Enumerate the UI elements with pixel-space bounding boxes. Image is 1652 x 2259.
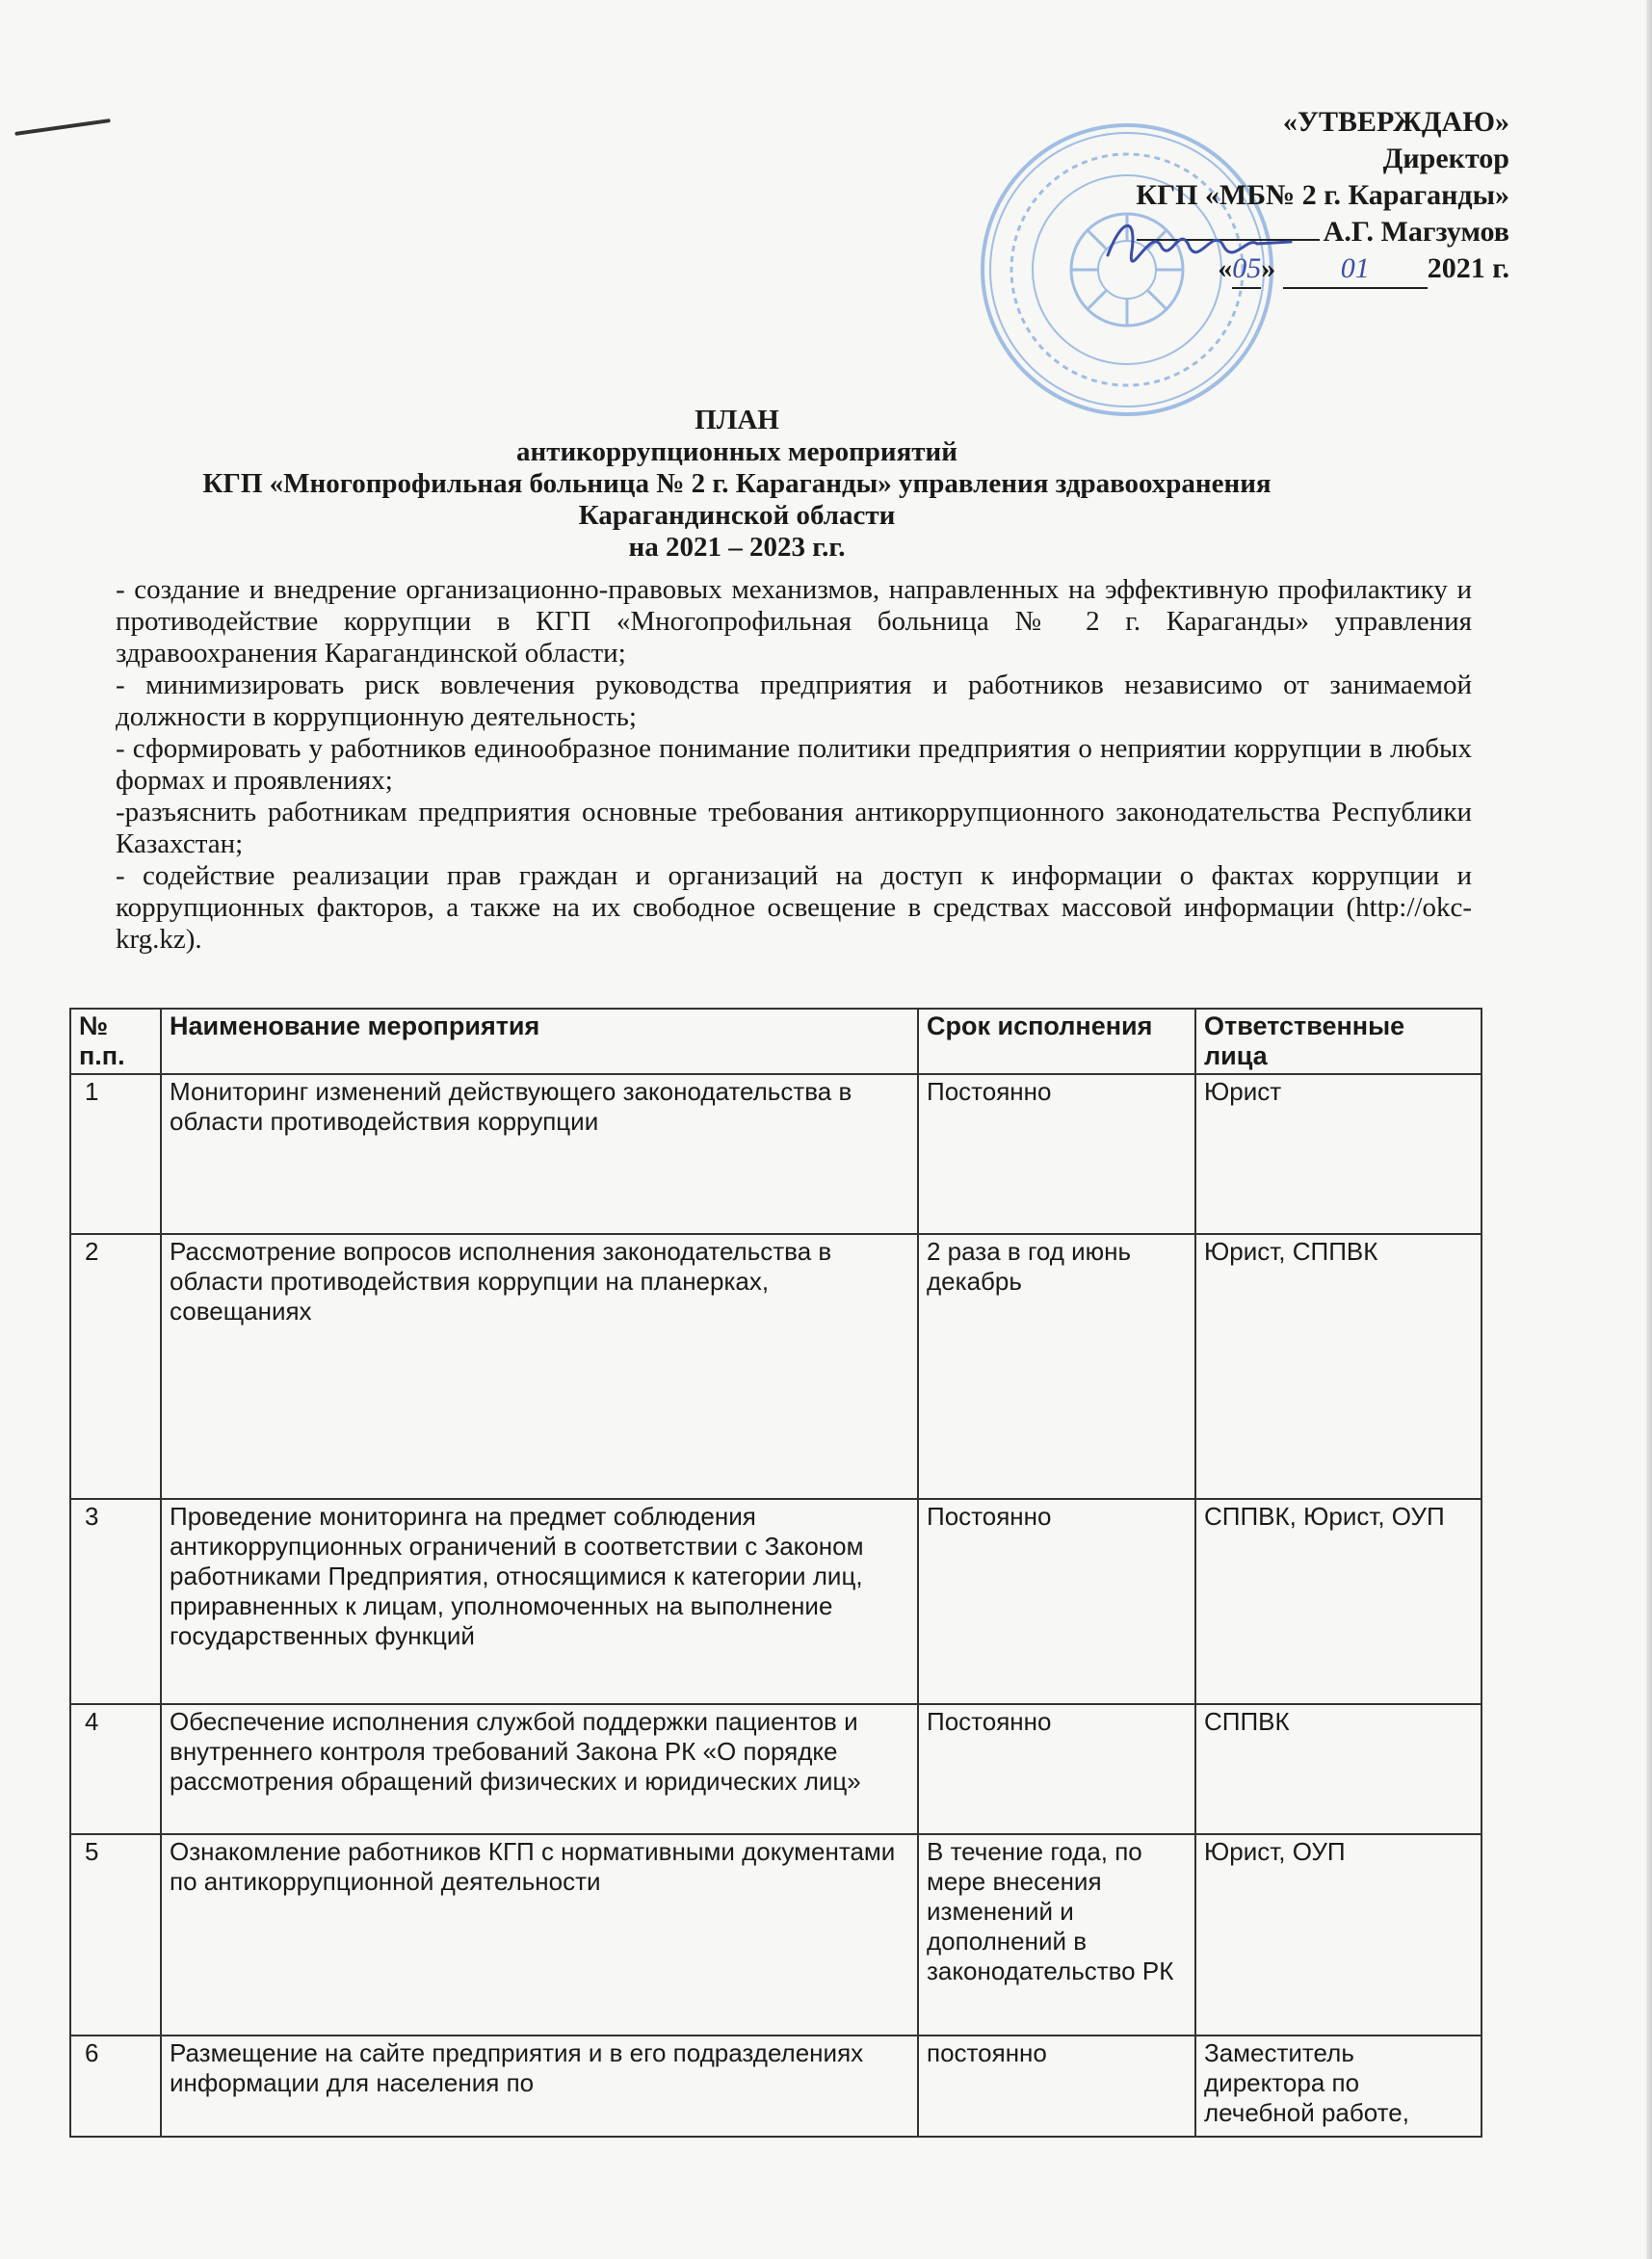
header-number: № п.п.: [70, 1009, 161, 1074]
approval-title: «УТВЕРЖДАЮ»: [1282, 106, 1509, 138]
goal-item: - минимизировать риск вовлечения руководства предприятия и работников независимо от занимаемой должности в коррупционную деятельность;: [116, 670, 1472, 732]
row-responsible: Заместитель директора по лечебной работе,: [1195, 2036, 1482, 2137]
approval-signatory: А.Г. Магзумов: [1323, 216, 1509, 248]
row-activity: Обеспечение исполнения службой поддержки пациентов и внутреннего контроля требований Закона РК «О порядке рассмотрения обращений физических и юридических лиц»: [161, 1704, 918, 1834]
date-day: 05: [1232, 250, 1261, 289]
title-line-5: на 2021 – 2023 г.г.: [628, 532, 846, 563]
row-number: 3: [70, 1499, 161, 1704]
row-term: Постоянно: [918, 1499, 1195, 1704]
goal-item: - сформировать у работников единообразное понимание политики предприятия о неприятии коррупции в любых формах и проявлениях;: [116, 733, 1472, 796]
header-activity: Наименование мероприятия: [161, 1009, 918, 1074]
title-line-1: ПЛАН: [695, 405, 779, 435]
row-activity: Размещение на сайте предприятия и в его подразделениях информации для населения по: [161, 2036, 918, 2137]
row-responsible: Юрист, СППВК: [1195, 1234, 1482, 1499]
approval-organization: КГП «МБ№ 2 г. Караганды»: [1136, 179, 1509, 211]
row-activity: Ознакомление работников КГП с нормативными документами по антикоррупционной деятельности: [161, 1834, 918, 2036]
row-number: 5: [70, 1834, 161, 2036]
goal-item: -разъяснить работникам предприятия основные требования антикоррупционного законодательства Республики Казахстан;: [116, 797, 1472, 859]
title-line-2: антикоррупционных мероприятий: [516, 436, 957, 467]
table-row: [70, 1234, 1482, 1499]
row-responsible: СППВК, Юрист, ОУП: [1195, 1499, 1482, 1704]
row-activity: Мониторинг изменений действующего законодательства в области противодействия коррупции: [161, 1074, 918, 1234]
row-term: 2 раза в год июнь декабрь: [918, 1234, 1195, 1499]
header-responsible: Ответственные лица: [1195, 1009, 1482, 1074]
row-number: 4: [70, 1704, 161, 1834]
table-header-row: [70, 1009, 1482, 1074]
date-month: 01: [1283, 250, 1428, 289]
row-term: Постоянно: [918, 1704, 1195, 1834]
row-term: постоянно: [918, 2036, 1195, 2137]
row-responsible: Юрист: [1195, 1074, 1482, 1234]
date-open-quote: «: [1218, 252, 1233, 284]
table-row: [70, 1834, 1482, 2036]
plan-table: [69, 1008, 1482, 2138]
row-number: 2: [70, 1234, 161, 1499]
date-year: 2021 г.: [1427, 252, 1509, 284]
goal-item: - создание и внедрение организационно-правовых механизмов, направленных на эффективную профилактику и противодействие коррупции в КГП «Многопрофильная больница № 2 г. Караганды» управления здравоохранения Карагандинской области;: [116, 574, 1472, 669]
pen-mark: [14, 118, 111, 136]
row-number: 6: [70, 2036, 161, 2137]
title-line-3: КГП «Многопрофильная больница № 2 г. Караганды» управления здравоохранения: [202, 468, 1272, 499]
row-activity: Рассмотрение вопросов исполнения законодательства в области противодействия коррупции на планерках, совещаниях: [161, 1234, 918, 1499]
row-responsible: СППВК: [1195, 1704, 1482, 1834]
row-responsible: Юрист, ОУП: [1195, 1834, 1482, 2036]
row-activity: Проведение мониторинга на предмет соблюдения антикоррупционных ограничений в соответствии с Законом работниками Предприятия, относящимися к категории лиц, приравненных к лицам, уполномоченных на выполнение государственных функций: [161, 1499, 918, 1704]
table-row: [70, 1704, 1482, 1834]
row-term: В течение года, по мере внесения изменений и дополнений в законодательство РК: [918, 1834, 1195, 2036]
table-row: [70, 2036, 1482, 2137]
page-edge: [1646, 0, 1652, 2259]
table-row: [70, 1499, 1482, 1704]
document-title: [116, 405, 1358, 564]
signature-icon: [1103, 207, 1296, 275]
goals-list: [116, 574, 1472, 956]
approval-position: Директор: [1382, 143, 1509, 174]
goal-item: - содействие реализации прав граждан и организаций на доступ к информации о фактах коррупции и коррупционных факторов, а также на их свободное освещение в средствах массовой информации (http://okc-krg.kz).: [116, 860, 1472, 955]
date-close-quote: »: [1261, 252, 1276, 284]
row-number: 1: [70, 1074, 161, 1234]
row-term: Постоянно: [918, 1074, 1195, 1234]
title-line-4: Карагандинской области: [578, 500, 896, 531]
table-row: [70, 1074, 1482, 1234]
header-term: Срок исполнения: [918, 1009, 1195, 1074]
